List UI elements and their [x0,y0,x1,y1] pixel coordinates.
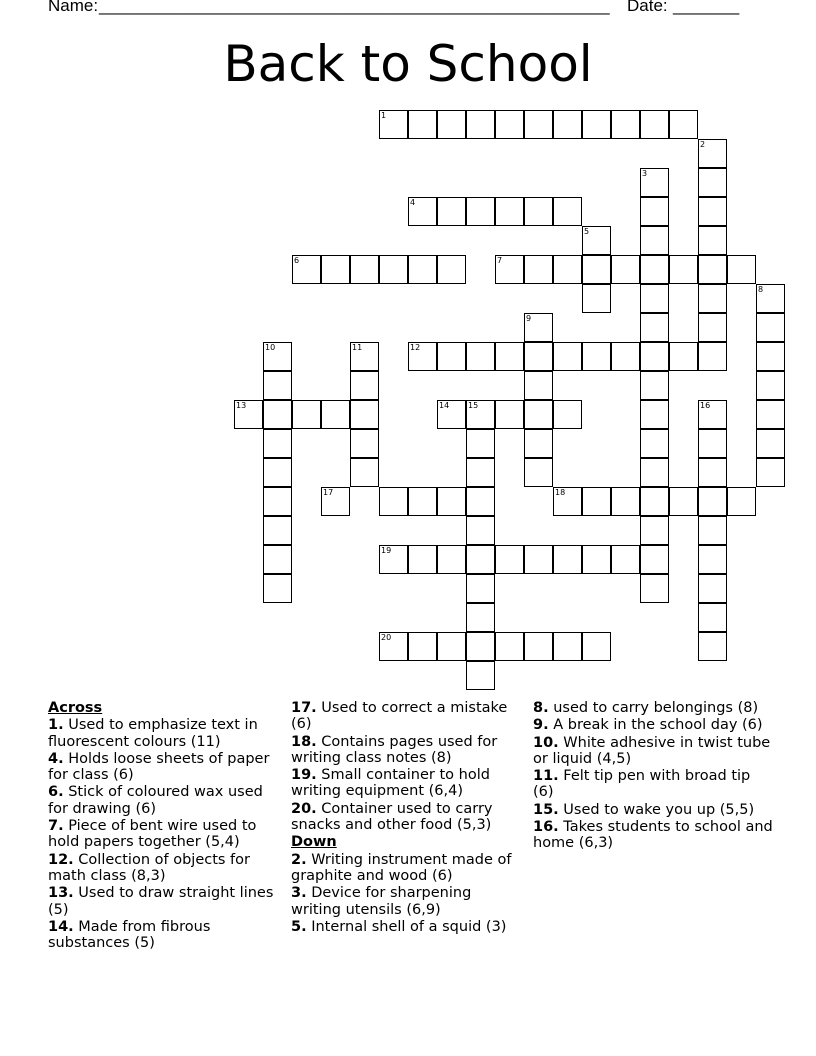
grid-cell[interactable] [669,110,698,139]
clue-item [291,767,523,800]
name-label: Name: [48,0,99,15]
clue-item-number: 13. [48,885,74,902]
clue-number: 17 [323,488,334,497]
clue-item [291,801,523,834]
grid-cell[interactable] [495,197,524,226]
grid-cell[interactable] [466,110,495,139]
grid-cell[interactable] [698,603,727,632]
grid-cell[interactable] [292,400,321,429]
grid-cell[interactable] [582,110,611,139]
clue-column-1 [48,700,280,952]
grid-cell[interactable] [437,400,466,429]
grid-cell[interactable] [698,545,727,574]
grid-cell[interactable] [379,255,408,284]
grid-cell[interactable] [640,284,669,313]
grid-cell[interactable] [292,255,321,284]
grid-cell[interactable] [408,197,437,226]
clue-item [533,735,773,768]
grid-cell[interactable] [582,545,611,574]
grid-cell[interactable] [553,632,582,661]
clue-item [48,885,280,918]
grid-cell[interactable] [466,458,495,487]
grid-cell[interactable] [640,226,669,255]
clue-item [291,852,523,885]
grid-cell[interactable] [466,342,495,371]
clue-item-text: Used to wake you up (5,5) [558,801,755,818]
clue-number: 6 [294,256,300,265]
grid-cell[interactable] [524,458,553,487]
grid-cell[interactable] [698,516,727,545]
grid-cell[interactable] [553,487,582,516]
grid-cell[interactable] [350,342,379,371]
grid-cell[interactable] [640,110,669,139]
grid-cell[interactable] [350,255,379,284]
grid-cell[interactable] [756,458,785,487]
grid-cell[interactable] [582,342,611,371]
grid-cell[interactable] [495,255,524,284]
grid-cell[interactable] [698,487,727,516]
clue-number: 2 [700,140,706,149]
grid-cell[interactable] [437,255,466,284]
grid-cell[interactable] [408,487,437,516]
clue-item-number: 3. [291,885,307,902]
grid-cell[interactable] [669,487,698,516]
clue-item-number: 5. [291,918,307,935]
clue-number: 18 [555,488,566,497]
date-label: Date: [627,0,668,15]
grid-cell[interactable] [640,168,669,197]
grid-cell[interactable] [466,429,495,458]
grid-cell[interactable] [669,255,698,284]
puzzle-title: Back to School [223,35,593,93]
clue-item-text: Contains pages used for writing class notes (8) [291,733,498,766]
grid-cell[interactable] [263,516,292,545]
grid-cell[interactable] [756,342,785,371]
grid-cell[interactable] [698,458,727,487]
clue-column-3 [533,700,773,853]
grid-cell[interactable] [466,603,495,632]
clue-item-text: Collection of objects for math class (8,3) [48,851,250,884]
clue-item-number: 17. [291,700,317,716]
clue-item-text: Used to draw straight lines (5) [48,885,274,918]
grid-cell[interactable] [524,632,553,661]
clue-item-number: 15. [533,801,559,818]
grid-cell[interactable] [640,516,669,545]
clue-item-number: 16. [533,819,559,836]
grid-cell[interactable] [611,110,640,139]
clue-item-text: Small container to hold writing equipment (6,4) [291,767,490,800]
grid-cell[interactable] [524,342,553,371]
grid-cell[interactable] [379,545,408,574]
grid-cell[interactable] [437,545,466,574]
grid-cell[interactable] [553,255,582,284]
grid-cell[interactable] [437,632,466,661]
grid-cell[interactable] [524,429,553,458]
grid-cell[interactable] [698,429,727,458]
grid-cell[interactable] [379,632,408,661]
clue-item-number: 18. [291,733,317,750]
clue-number: 7 [497,256,503,265]
clue-item-text: A break in the school day (6) [548,717,763,734]
grid-cell[interactable] [263,429,292,458]
clue-item-text: White adhesive in twist tube or liquid (4,5) [533,734,771,767]
grid-cell[interactable] [379,487,408,516]
clue-item-text: used to carry belongings (8) [548,700,759,716]
section-heading: Across [48,700,103,716]
clue-item [291,734,523,767]
grid-cell[interactable] [408,545,437,574]
clue-item [533,802,773,818]
clue-item-text: Stick of coloured wax used for drawing (6) [48,784,263,817]
clue-item-number: 10. [533,734,559,751]
grid-cell[interactable] [437,342,466,371]
grid-cell[interactable] [524,197,553,226]
grid-cell[interactable] [263,371,292,400]
grid-cell[interactable] [350,429,379,458]
clue-item-number: 19. [291,767,317,784]
grid-cell[interactable] [350,458,379,487]
grid-cell[interactable] [321,400,350,429]
clue-item-text: Holds loose sheets of paper for class (6) [48,750,270,784]
clue-item-number: 8. [533,700,549,716]
clue-item [533,768,773,801]
grid-cell[interactable] [727,487,756,516]
grid-cell[interactable] [466,632,495,661]
clue-column-2 [291,700,523,936]
clue-item-number: 4. [48,750,64,767]
grid-cell[interactable] [756,371,785,400]
grid-cell[interactable] [466,661,495,690]
clue-item-number: 6. [48,784,64,801]
grid-cell[interactable] [263,574,292,603]
grid-cell[interactable] [495,342,524,371]
clue-item-text: Device for sharpening writing utensils (6,9) [291,885,472,918]
clue-number: 11 [352,343,363,352]
clue-item-number: 12. [48,851,74,868]
clue-item [533,717,773,733]
grid-cell[interactable] [408,110,437,139]
grid-cell[interactable] [263,545,292,574]
clue-number: 4 [410,198,416,207]
name-line: ______________________________________________________ [99,0,610,15]
grid-cell[interactable] [379,110,408,139]
clue-number: 8 [758,285,764,294]
grid-cell[interactable] [727,255,756,284]
grid-cell[interactable] [640,574,669,603]
grid-cell[interactable] [553,400,582,429]
clue-item [48,852,280,885]
clue-number: 15 [468,401,479,410]
clue-item-text: Internal shell of a squid (3) [306,918,507,935]
clue-number: 16 [700,401,711,410]
clue-item [48,751,280,784]
clue-item-number: 1. [48,717,64,734]
grid-cell[interactable] [640,371,669,400]
clue-number: 13 [236,401,247,410]
grid-cell[interactable] [698,168,727,197]
grid-cell[interactable] [756,313,785,342]
clue-number: 14 [439,401,450,410]
clue-item-text: Used to correct a mistake (6) [291,700,508,733]
grid-cell[interactable] [495,632,524,661]
grid-cell[interactable] [640,487,669,516]
grid-cell[interactable] [553,545,582,574]
grid-cell[interactable] [524,255,553,284]
clue-item [533,819,773,852]
grid-cell[interactable] [466,487,495,516]
grid-cell[interactable] [640,429,669,458]
clue-item [291,919,523,935]
clue-number: 20 [381,633,392,642]
grid-cell[interactable] [263,458,292,487]
clue-item [48,818,280,851]
grid-cell[interactable] [321,487,350,516]
grid-cell[interactable] [466,516,495,545]
grid-cell[interactable] [524,110,553,139]
grid-cell[interactable] [640,197,669,226]
grid-cell[interactable] [466,197,495,226]
grid-cell[interactable] [611,342,640,371]
grid-cell[interactable] [611,545,640,574]
grid-cell[interactable] [698,197,727,226]
clue-number: 1 [381,111,387,120]
grid-cell[interactable] [640,342,669,371]
clue-item-text: Writing instrument made of graphite and wood (6) [291,851,512,884]
grid-cell[interactable] [698,574,727,603]
grid-cell[interactable] [263,400,292,429]
grid-cell[interactable] [466,574,495,603]
grid-cell[interactable] [698,226,727,255]
section-heading: Down [291,834,337,851]
clue-item-number: 7. [48,818,64,835]
clue-item-number: 2. [291,851,307,868]
grid-cell[interactable] [553,197,582,226]
clue-number: 19 [381,546,392,555]
grid-cell[interactable] [234,400,263,429]
grid-cell[interactable] [756,429,785,458]
grid-cell[interactable] [408,342,437,371]
grid-cell[interactable] [582,632,611,661]
grid-cell[interactable] [698,632,727,661]
clue-item-text: Made from fibrous substances (5) [48,918,211,952]
clue-item-text: Piece of bent wire used to hold papers together (5,4) [48,818,257,851]
clue-item-text: Takes students to school and home (6,3) [533,819,773,852]
grid-cell[interactable] [437,110,466,139]
grid-cell[interactable] [582,284,611,313]
grid-cell[interactable] [263,487,292,516]
clue-item-number: 9. [533,717,549,734]
clue-number: 10 [265,343,276,352]
grid-cell[interactable] [698,400,727,429]
clue-item-number: 14. [48,918,74,935]
grid-cell[interactable] [553,110,582,139]
grid-cell[interactable] [350,400,379,429]
date-line: _______ [673,0,740,15]
grid-cell[interactable] [350,371,379,400]
grid-cell[interactable] [756,400,785,429]
grid-cell[interactable] [698,255,727,284]
grid-cell[interactable] [524,371,553,400]
grid-cell[interactable] [582,255,611,284]
grid-cell[interactable] [437,487,466,516]
grid-cell[interactable] [524,545,553,574]
clue-item-text: Container used to carry snacks and other food (5,3) [291,800,493,834]
grid-cell[interactable] [611,255,640,284]
clue-item-text: Used to emphasize text in fluorescent colours (11) [48,717,258,750]
grid-cell[interactable] [263,342,292,371]
grid-cell[interactable] [408,632,437,661]
clue-item [48,919,280,952]
clue-number: 5 [584,227,590,236]
grid-cell[interactable] [698,284,727,313]
grid-cell[interactable] [524,313,553,342]
grid-cell[interactable] [669,342,698,371]
grid-cell[interactable] [495,400,524,429]
clue-item [48,784,280,817]
grid-cell[interactable] [582,226,611,255]
clue-number: 12 [410,343,421,352]
grid-cell[interactable] [640,545,669,574]
clue-item [48,717,280,750]
clue-item-number: 20. [291,800,317,817]
clue-number: 3 [642,169,648,178]
grid-cell[interactable] [582,487,611,516]
grid-cell[interactable] [698,342,727,371]
clue-item [533,700,773,716]
grid-cell[interactable] [466,400,495,429]
clue-item [291,700,523,733]
grid-cell[interactable] [640,255,669,284]
grid-cell[interactable] [495,545,524,574]
grid-cell[interactable] [466,545,495,574]
grid-cell[interactable] [611,487,640,516]
grid-cell[interactable] [408,255,437,284]
grid-cell[interactable] [756,284,785,313]
clue-number: 9 [526,314,532,323]
grid-cell[interactable] [524,400,553,429]
grid-cell[interactable] [495,110,524,139]
grid-cell[interactable] [640,458,669,487]
grid-cell[interactable] [553,342,582,371]
grid-cell[interactable] [640,400,669,429]
clue-item-number: 11. [533,768,559,785]
clue-item-text: Felt tip pen with broad tip (6) [533,768,751,801]
grid-cell[interactable] [321,255,350,284]
grid-cell[interactable] [437,197,466,226]
grid-cell[interactable] [698,313,727,342]
grid-cell[interactable] [698,139,727,168]
clue-item [291,885,523,918]
grid-cell[interactable] [640,313,669,342]
